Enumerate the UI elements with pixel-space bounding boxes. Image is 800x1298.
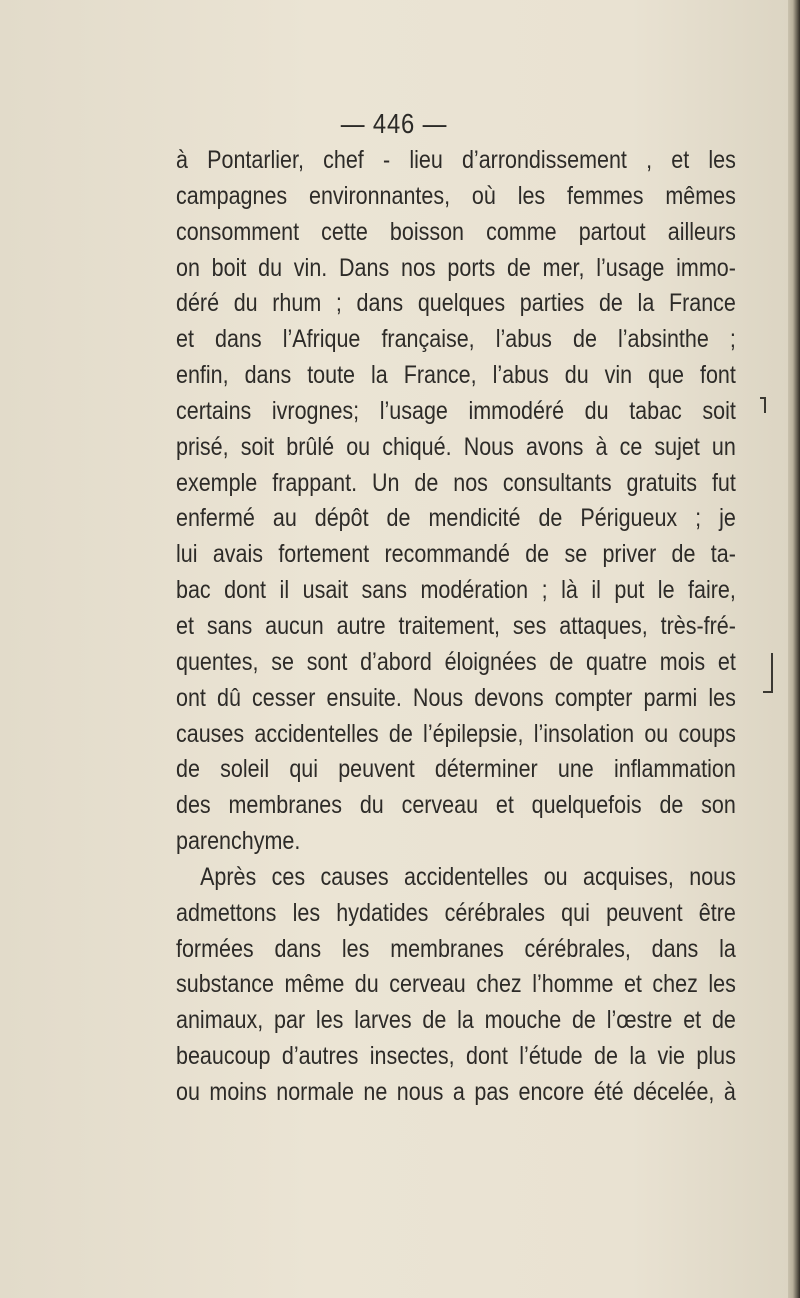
text-line: enfin, dans toute la France, l’abus du vin que font xyxy=(176,361,736,390)
page-number: — 446 — xyxy=(340,108,448,139)
text-line: des membranes du cerveau et quelquefois de son xyxy=(176,791,736,820)
text-line: on boit du vin. Dans nos ports de mer, l’usage immo- xyxy=(176,253,736,282)
text-line: ou moins normale ne nous a pas encore été décelée, à xyxy=(176,1077,736,1106)
text-line: à Pontarlier, chef - lieu d’arrondissement , et les xyxy=(176,146,736,174)
text-line: beaucoup d’autres insectes, dont l’étude de la vie plus xyxy=(176,1042,736,1071)
text-line: de soleil qui peuvent déterminer une inflammation xyxy=(176,755,736,784)
text-line: et dans l’Afrique française, l’abus de l’absinthe ; xyxy=(176,325,736,354)
text-line: et sans aucun autre traitement, ses attaques, très-fré- xyxy=(176,611,736,640)
text-line: exemple frappant. Un de nos consultants gratuits fut xyxy=(176,468,736,497)
text-line: Après ces causes accidentelles ou acquises, nous xyxy=(200,862,736,891)
text-line: causes accidentelles de l’épilepsie, l’insolation ou coups xyxy=(176,719,736,748)
text-line: parenchyme. xyxy=(176,827,301,856)
margin-bracket-bottom xyxy=(763,653,773,693)
text-line: substance même du cerveau chez l’homme et chez les xyxy=(176,970,736,999)
text-line: bac dont il usait sans modération ; là il put le faire, xyxy=(176,576,736,605)
text-line: enfermé au dépôt de mendicité de Périgueux ; je xyxy=(176,504,736,533)
margin-bracket-top xyxy=(760,397,766,413)
text-line: campagnes environnantes, où les femmes mêmes xyxy=(176,181,736,210)
text-line: consomment cette boisson comme partout ailleurs xyxy=(176,217,736,246)
text-line: ont dû cesser ensuite. Nous devons compter parmi les xyxy=(176,683,736,712)
body-text xyxy=(176,143,736,1111)
text-line: quentes, se sont d’abord éloignées de quatre mois et xyxy=(176,647,736,676)
text-line: admettons les hydatides cérébrales qui peuvent être xyxy=(176,898,736,927)
text-line: formées dans les membranes cérébrales, dans la xyxy=(176,934,736,963)
text-line: déré du rhum ; dans quelques parties de la France xyxy=(176,289,736,318)
text-line: lui avais fortement recommandé de se priver de ta- xyxy=(176,540,736,569)
text-line: prisé, soit brûlé ou chiqué. Nous avons à ce sujet un xyxy=(176,432,736,461)
text-line: certains ivrognes; l’usage immodéré du tabac soit xyxy=(176,396,736,425)
page-edge xyxy=(788,0,800,1298)
text-line: animaux, par les larves de la mouche de l’œstre et de xyxy=(176,1006,736,1035)
